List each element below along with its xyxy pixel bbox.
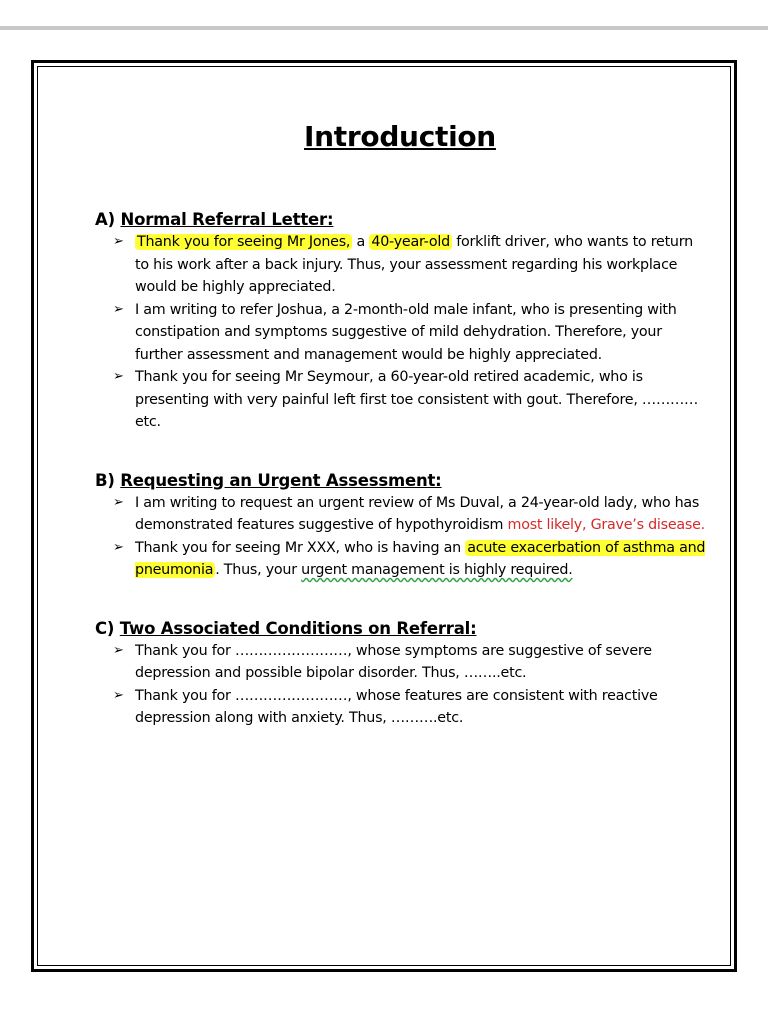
section-heading [95, 618, 707, 640]
section-prefix: B) [95, 470, 121, 490]
top-bar [0, 0, 768, 30]
bullet-list [95, 640, 707, 730]
item-text: Thank you for seeing Mr XXX, who is having an [135, 539, 466, 556]
arrow-bullet-icon: ➢ [113, 642, 124, 658]
item-text: . Thus, your [215, 562, 302, 578]
list-item [95, 492, 707, 537]
item-text: forklift driver, who wants to return to his work after a back injury. Thus, your assessment regarding his workplace would be highly appreciated. [135, 234, 693, 295]
list-item [95, 366, 707, 434]
list-item [95, 537, 707, 582]
section-title: Requesting an Urgent Assessment: [120, 470, 442, 490]
section-associated-conditions [95, 618, 707, 730]
section-heading [95, 470, 707, 492]
arrow-bullet-icon: ➢ [113, 687, 124, 703]
section-prefix: C) [95, 618, 120, 638]
page-title: Introduction [304, 120, 496, 153]
item-text: a [352, 234, 370, 250]
item-text: Thank you for ……………………, whose features are consistent with reactive depression along with anxiety. Thus, ……….etc. [135, 687, 658, 726]
highlighted-text: acute exacerbation of asthma and pneumonia [135, 539, 706, 578]
section-title: Two Associated Conditions on Referral: [119, 618, 477, 638]
arrow-bullet-icon: ➢ [113, 539, 124, 555]
document-content [95, 120, 707, 766]
arrow-bullet-icon: ➢ [113, 369, 124, 384]
list-item [95, 299, 707, 367]
item-text: Thank you for seeing Mr Seymour, a 60-year-old retired academic, who is presenting with very painful left first toe consistent with gout. Therefore, ………… etc. [135, 369, 699, 430]
item-text: Thank you for ……………………, whose symptoms are suggestive of severe depression and possible bipolar disorder. Thus, ……..etc. [135, 642, 652, 681]
item-text: I am writing to refer Joshua, a 2-month-old male infant, who is presenting with constipation and symptoms suggestive of mild dehydration. Therefore, your further assessment and management would be highly appreciated. [135, 301, 677, 363]
bullet-list [95, 492, 707, 582]
highlighted-text: Thank you for seeing Mr Jones, [137, 234, 351, 250]
section-prefix: A) [95, 210, 121, 229]
section-heading [95, 209, 707, 231]
highlighted-text: 40-year-old [371, 234, 450, 250]
list-item [95, 231, 707, 299]
section-urgent-assessment [95, 470, 707, 582]
section-normal-referral [95, 209, 707, 434]
arrow-bullet-icon: ➢ [113, 234, 124, 249]
list-item [95, 640, 707, 685]
item-text: I am writing to request an urgent review of Ms Duval, a 24-year-old lady, who has demonstrated features suggestive of hypothyroidism [135, 494, 700, 533]
arrow-bullet-icon: ➢ [113, 301, 124, 317]
red-text: most likely, Grave’s disease. [507, 517, 705, 533]
list-item [95, 685, 707, 730]
section-title: Normal Referral Letter: [120, 210, 334, 229]
wavy-underlined-text: urgent management is highly required. [301, 562, 573, 578]
bullet-list [95, 231, 707, 434]
arrow-bullet-icon: ➢ [113, 494, 124, 510]
